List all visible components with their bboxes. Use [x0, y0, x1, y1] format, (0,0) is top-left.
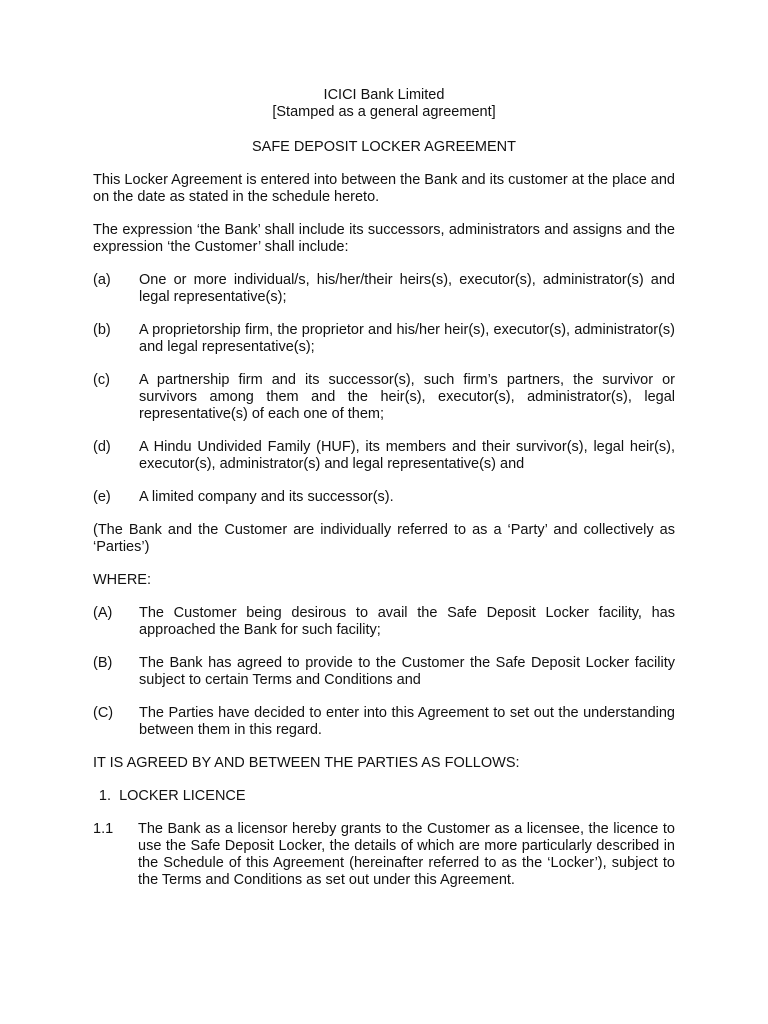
item-label: (d): [93, 439, 111, 455]
document-title: SAFE DEPOSIT LOCKER AGREEMENT: [251, 139, 517, 155]
item-label: (a): [93, 272, 111, 288]
item-text: The Customer being desirous to avail the Safe Deposit Locker facility, has approached the Bank for such facility;: [139, 605, 675, 638]
item-label: (e): [93, 489, 111, 505]
item-label: (C): [93, 705, 114, 721]
item-text: A proprietorship firm, the proprietor and his/her heir(s), executor(s), administrator(s) and legal representative(s);: [139, 322, 675, 355]
bank-name: ICICI Bank Limited: [323, 87, 445, 103]
customer-type-e: [93, 489, 675, 506]
agreed-line: IT IS AGREED BY AND BETWEEN THE PARTIES AS FOLLOWS:: [93, 755, 520, 771]
recital-c: [93, 705, 675, 739]
section-number: 1.: [98, 788, 111, 804]
where-label: WHERE:: [93, 572, 151, 588]
intro-paragraph-2: The expression ‘the Bank’ shall include its successors, administrators and assigns and the expression ‘the Customer’ shall include:: [93, 222, 675, 255]
section-1-heading: [93, 788, 675, 805]
item-text: A Hindu Undivided Family (HUF), its members and their survivor(s), legal heir(s), executor(s), administrator(s) and legal representative(s) and: [139, 439, 675, 472]
section-title: [111, 788, 246, 805]
recital-a: [93, 605, 675, 639]
item-label: (c): [93, 372, 110, 388]
item-label: (A): [93, 605, 113, 621]
item-label: (B): [93, 655, 113, 671]
clause-number: 1.1: [93, 821, 114, 837]
intro-paragraph-1: This Locker Agreement is entered into between the Bank and its customer at the place and on the date as stated in the schedule hereto.: [93, 172, 675, 205]
customer-type-c: [93, 372, 675, 423]
section-title-text: LOCKER LICENCE: [119, 788, 246, 804]
item-text: The Bank has agreed to provide to the Customer the Safe Deposit Locker facility subject to certain Terms and Conditions and: [139, 655, 675, 688]
item-label: (b): [93, 322, 111, 338]
item-text: A partnership firm and its successor(s), such firm’s partners, the survivor or survivors among them and the heir(s), executor(s), administrator(s), legal representative(s) of each one of them;: [139, 372, 675, 422]
clause-text: The Bank as a licensor hereby grants to the Customer as a licensee, the licence to use the Safe Deposit Locker, the details of which are more particularly described in the Schedule of this Agreement (hereinafter referred to as the ‘Locker’), subject to the Terms and Conditions as set out under this Agreement.: [138, 821, 675, 888]
customer-type-d: [93, 439, 675, 473]
item-text: The Parties have decided to enter into this Agreement to set out the understanding between them in this regard.: [139, 705, 675, 738]
stamp-note: [Stamped as a general agreement]: [272, 104, 496, 120]
recital-b: [93, 655, 675, 689]
item-text: One or more individual/s, his/her/their heirs(s), executor(s), administrator(s) and legal representative(s);: [139, 272, 675, 305]
clause-1-1: [93, 821, 675, 889]
parties-note: (The Bank and the Customer are individually referred to as a ‘Party’ and collectively as ‘Parties’): [93, 522, 675, 555]
agreement-page: [93, 87, 675, 889]
customer-type-b: [93, 322, 675, 356]
item-text: A limited company and its successor(s).: [139, 489, 394, 505]
customer-type-a: [93, 272, 675, 306]
